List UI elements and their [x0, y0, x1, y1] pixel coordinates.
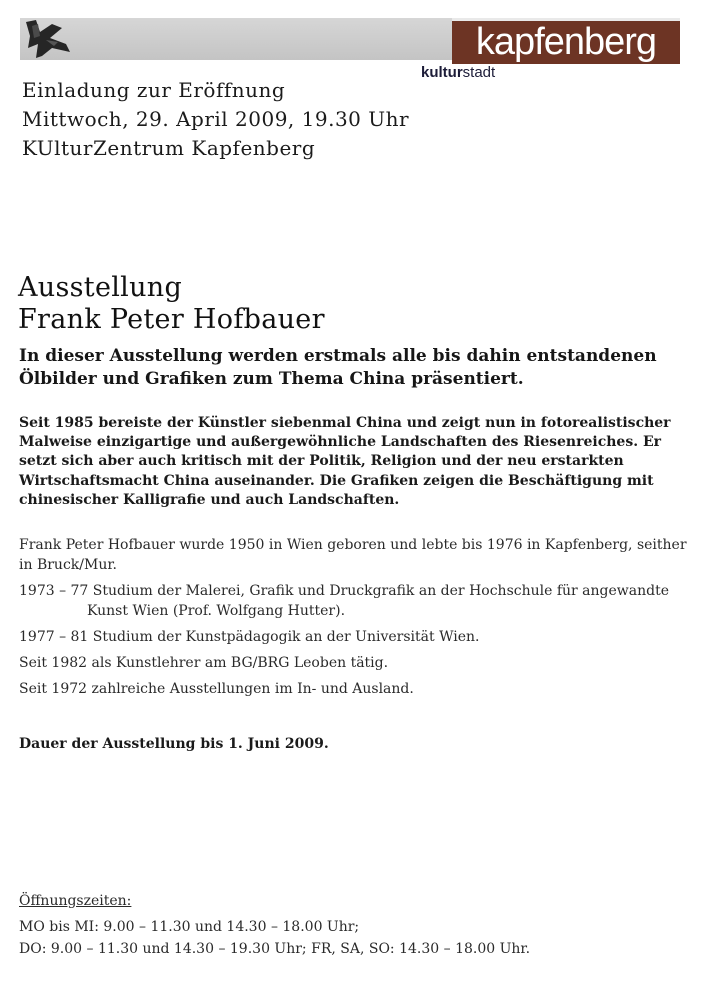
bio-intro: Frank Peter Hofbauer wurde 1950 in Wien geboren und lebte bis 1976 in Kapfenberg, seither in Bruck/Mur.: [19, 537, 687, 573]
exhibition-title: [18, 272, 325, 336]
k-logo-icon: [22, 18, 74, 60]
brand-logo: [452, 18, 680, 64]
description-paragraph: Seit 1985 bereiste der Künstler siebenmal China und zeigt nun in fotorealistischer Malweise einzigartige und außergewöhnliche Landschaften des Riesenreiches. Er setzt sich aber auch kritisch mit der Politik, Religion und der neu erstarkten Wirtschaftsmacht China auseinander. Die Grafiken zeigen die Beschäftigung mit chinesischer Kalligrafie und auch Landschaften.: [19, 415, 671, 508]
lead-paragraph: In dieser Ausstellung werden erstmals alle bis dahin entstandenen Ölbilder und Grafiken zum Thema China präsentiert.: [19, 346, 657, 389]
invitation-block: [22, 76, 409, 163]
bio-entry: Seit 1982 als Kunstlehrer am BG/BRG Leoben tätig.: [19, 655, 389, 671]
bio-entry: Seit 1972 zahlreiche Ausstellungen im In- und Ausland.: [19, 681, 414, 697]
brand-sub-light: stadt: [462, 64, 496, 81]
opening-hours-line-2: DO: 9.00 – 11.30 und 14.30 – 19.30 Uhr; FR, SA, SO: 14.30 – 18.00 Uhr.: [19, 941, 531, 957]
opening-hours-line-1: MO bis MI: 9.00 – 11.30 und 14.30 – 18.00 Uhr;: [19, 919, 360, 935]
invitation-line-2: Mittwoch, 29. April 2009, 19.30 Uhr: [22, 107, 410, 131]
opening-hours-label: Öffnungszeiten:: [19, 893, 132, 909]
biography: [19, 535, 689, 705]
opening-hours: [19, 890, 530, 960]
invitation-line-3: KUlturZentrum Kapfenberg: [22, 136, 316, 160]
exhibition-duration: Dauer der Ausstellung bis 1. Juni 2009.: [19, 736, 329, 752]
title-line-2: Frank Peter Hofbauer: [18, 304, 325, 335]
brand-name: kapfenberg: [475, 21, 657, 63]
brand-subtitle: [421, 64, 495, 81]
bio-entry: 1973 – 77 Studium der Malerei, Grafik und Druckgrafik an der Hochschule für angewandte Kunst Wien (Prof. Wolfgang Hutter).: [19, 583, 670, 619]
invitation-line-1: Einladung zur Eröffnung: [22, 78, 286, 102]
brand-sub-bold: kultur: [421, 64, 463, 81]
bio-entry: 1977 – 81 Studium der Kunstpädagogik an der Universität Wien.: [19, 629, 480, 645]
header-bar: [20, 18, 460, 60]
title-line-1: Ausstellung: [18, 272, 183, 303]
